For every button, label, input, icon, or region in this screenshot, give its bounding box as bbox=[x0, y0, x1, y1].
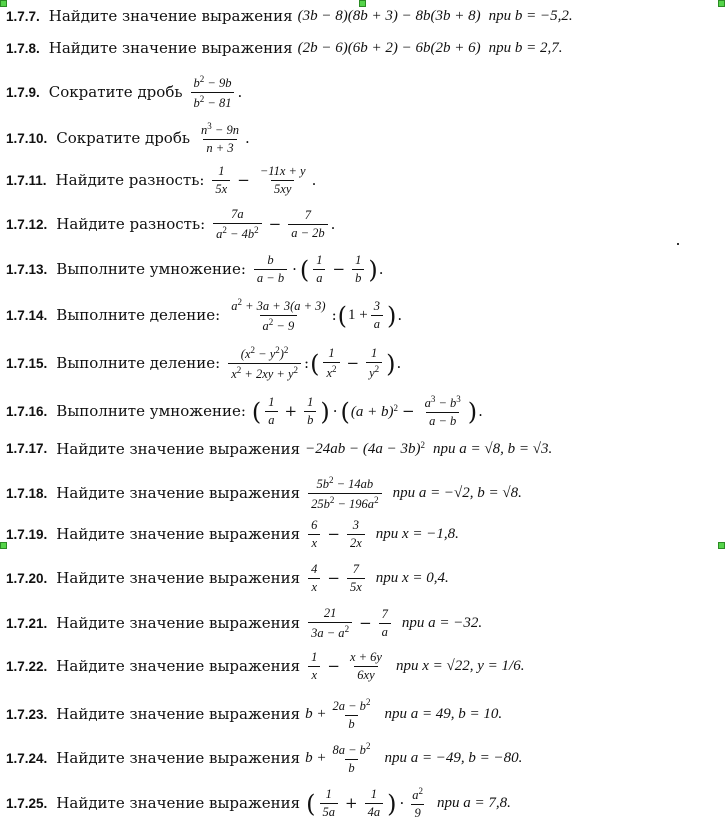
problem-text: Найдите значение выражения bbox=[56, 794, 301, 812]
math-fraction: $\frac{1}{x}$ bbox=[308, 650, 320, 683]
problem-number: 1.7.25. bbox=[6, 795, 48, 811]
problem-text: Найдите значение выражения bbox=[48, 7, 293, 25]
problem-condition: при x = 0,4. bbox=[375, 570, 449, 586]
math-fraction: $\frac{n^3 - 9n}{n + 3}$ bbox=[201, 121, 239, 155]
problem-1-7-16: 1.7.16. Выполните умножение: ( $\frac{1}{a}$ + $\frac{1}{b}$ ) · ( $(a + b)^2$ − $\frac{a^3 - b^3}{a - b}$ ) . bbox=[6, 394, 483, 428]
problem-1-7-24: 1.7.24. Найдите значение выражения b + $\frac{8a - b^2}{b}$ при a = −49, b = −80. bbox=[6, 741, 523, 775]
problem-text: Найдите значение выражения bbox=[48, 39, 293, 57]
problem-number: 1.7.13. bbox=[6, 261, 48, 277]
problem-text: Сократите дробь bbox=[56, 129, 191, 147]
math-fraction: $\frac{7}{5x}$ bbox=[347, 562, 365, 595]
selection-handle-middle-right[interactable] bbox=[718, 542, 725, 549]
math-fraction: $\frac{3}{2x}$ bbox=[347, 518, 365, 551]
math-fraction: $\frac{a^2 + 3a + 3(a + 3)}{a^2 - 9}$ bbox=[231, 297, 326, 333]
problem-text: Найдите значение выражения bbox=[56, 569, 301, 587]
problem-condition: при b = −5,2. bbox=[488, 8, 573, 24]
problem-number: 1.7.20. bbox=[6, 570, 48, 586]
math-fraction: $\frac{7a}{a^2 - 4b^2}$ bbox=[213, 207, 261, 242]
problem-number: 1.7.17. bbox=[6, 441, 48, 457]
problem-condition: при a = 49, b = 10. bbox=[384, 706, 503, 722]
problem-1-7-7 bbox=[6, 9, 715, 24]
problem-number: 1.7.21. bbox=[6, 615, 48, 631]
math-fraction: $\frac{6}{x}$ bbox=[308, 518, 320, 551]
problem-number: 1.7.9. bbox=[6, 84, 40, 100]
problem-1-7-12: 1.7.12. Найдите разность: $\frac{7a}{a^2 - 4b^2}$ − $\frac{7}{a - 2b}$ . bbox=[6, 207, 336, 241]
math-fraction: $\frac{1}{b}$ bbox=[352, 253, 364, 286]
problem-number: 1.7.22. bbox=[6, 658, 48, 674]
math-fraction: $\frac{1}{b}$ bbox=[304, 395, 316, 428]
problem-1-7-17 bbox=[6, 441, 715, 457]
math-fraction: $\frac{1}{5a}$ bbox=[320, 787, 339, 820]
problem-condition: при a = −√2, b = √8. bbox=[392, 485, 522, 501]
problem-number: 1.7.19. bbox=[6, 526, 48, 542]
problem-number: 1.7.7. bbox=[6, 8, 40, 24]
problem-text: Выполните умножение: bbox=[56, 260, 246, 278]
math-fraction: $\frac{7}{a}$ bbox=[379, 607, 391, 640]
selection-handle-top-center[interactable] bbox=[359, 0, 366, 7]
math-fraction: $\frac{2a - b^2}{b}$ bbox=[332, 697, 371, 731]
problem-text: Найдите разность: bbox=[55, 171, 205, 189]
problem-number: 1.7.15. bbox=[6, 355, 48, 371]
problem-condition: при a = √8, b = √3. bbox=[432, 440, 553, 457]
math-fraction: $\frac{b^2 - 9b}{b^2 - 81}$ bbox=[191, 74, 235, 111]
problem-text: Найдите значение выражения bbox=[56, 614, 301, 632]
problem-text: Найдите значение выражения bbox=[56, 749, 301, 767]
math-expression: (3b − 8)(8b + 3) − 8b(3b + 8) bbox=[297, 8, 481, 24]
problem-number: 1.7.18. bbox=[6, 485, 48, 501]
problem-1-7-15: 1.7.15. Выполните деление: $\frac{(x^2 - y^2)^2}{x^2 + 2xy + y^2}$ : ( $\frac{1}{x^2}$ − $\frac{1}{y^2}$ ) . bbox=[6, 345, 402, 381]
problem-1-7-25: 1.7.25. Найдите значение выражения ( $\frac{1}{5a}$ + $\frac{1}{4a}$ ) · $\frac{a^2}{9}$ при a = 7,8. bbox=[6, 786, 511, 820]
problem-1-7-11: 1.7.11. Найдите разность: $\frac{1}{5x}$ − $\frac{-11x + y}{5xy}$ . bbox=[6, 164, 317, 196]
problem-1-7-9: 1.7.9. Сократите дробь $\frac{b^2 - 9b}{b^2 - 81}$ . bbox=[6, 74, 243, 110]
problem-condition: при a = −49, b = −80. bbox=[384, 750, 523, 766]
math-fraction: $\frac{8a - b^2}{b}$ bbox=[332, 741, 371, 775]
problem-1-7-20: 1.7.20. Найдите значение выражения $\frac{4}{x}$ − $\frac{7}{5x}$ при x = 0,4. bbox=[6, 562, 449, 594]
problem-condition: при x = −1,8. bbox=[375, 526, 459, 542]
math-fraction: $\frac{1}{5x}$ bbox=[212, 164, 230, 197]
math-fraction: $\frac{x + 6y}{6xy}$ bbox=[349, 650, 382, 682]
problem-text: Найдите значение выражения bbox=[56, 657, 301, 675]
problem-1-7-14: 1.7.14. Выполните деление: $\frac{a^2 + 3a + 3(a + 3)}{a^2 - 9}$ : ( 1 + $\frac{3}{a}$ ) . bbox=[6, 297, 403, 333]
problem-text: Найдите значение выражения bbox=[56, 705, 301, 723]
problem-number: 1.7.23. bbox=[6, 706, 48, 722]
scan-speck bbox=[677, 243, 679, 245]
problem-1-7-8 bbox=[6, 41, 715, 56]
selection-handle-top-right[interactable] bbox=[718, 0, 725, 7]
math-fraction: $\frac{a^2}{9}$ bbox=[412, 786, 423, 820]
problem-1-7-22: 1.7.22. Найдите значение выражения $\frac{1}{x}$ − $\frac{x + 6y}{6xy}$ при x = √22, y = 1/6. bbox=[6, 650, 525, 682]
problem-text: Выполните умножение: bbox=[56, 402, 246, 420]
math-fraction: $\frac{3}{a}$ bbox=[371, 299, 383, 332]
selection-handle-top-left[interactable] bbox=[0, 0, 7, 7]
math-fraction: $\frac{7}{a - 2b}$ bbox=[288, 208, 327, 241]
math-fraction: $\frac{a^3 - b^3}{a - b}$ bbox=[424, 394, 461, 428]
math-fraction: $\frac{(x^2 - y^2)^2}{x^2 + 2xy + y^2}$ bbox=[228, 345, 301, 382]
problem-number: 1.7.12. bbox=[6, 216, 48, 232]
problem-condition: при x = √22, y = 1/6. bbox=[395, 658, 525, 674]
math-fraction: $\frac{4}{x}$ bbox=[308, 562, 320, 595]
problem-1-7-21: 1.7.21. Найдите значение выражения $\frac{21}{3a - a^2}$ − $\frac{7}{a}$ при a = −32. bbox=[6, 606, 483, 640]
problem-condition: при b = 2,7. bbox=[488, 40, 563, 56]
problem-text: Сократите дробь bbox=[48, 83, 183, 101]
math-expression: $-24ab - (4a - 3b)^2$ bbox=[305, 440, 425, 457]
math-fraction: $\frac{21}{3a - a^2}$ bbox=[308, 606, 352, 641]
math-fraction: $\frac{1}{y^2}$ bbox=[366, 346, 382, 381]
problem-text: Выполните деление: bbox=[56, 354, 221, 372]
math-fraction: $\frac{1}{x^2}$ bbox=[323, 346, 339, 381]
problem-1-7-13: 1.7.13. Выполните умножение: $\frac{b}{a - b}$ · ( $\frac{1}{a}$ − $\frac{1}{b}$ ) . bbox=[6, 253, 384, 285]
problem-text: Найдите значение выражения bbox=[56, 525, 301, 543]
problem-number: 1.7.16. bbox=[6, 403, 48, 419]
problem-condition: при a = 7,8. bbox=[436, 795, 511, 811]
math-fraction: $\frac{1}{a}$ bbox=[265, 395, 277, 428]
problem-number: 1.7.10. bbox=[6, 130, 48, 146]
math-expression: (2b − 6)(6b + 2) − 6b(2b + 6) bbox=[297, 40, 481, 56]
problem-number: 1.7.11. bbox=[6, 172, 47, 188]
problem-number: 1.7.24. bbox=[6, 750, 48, 766]
problem-1-7-18 bbox=[6, 475, 715, 512]
math-fraction: $\frac{5b^2 - 14ab}{25b^2 - 196a^2}$ bbox=[308, 475, 381, 512]
problem-text: Найдите разность: bbox=[56, 215, 206, 233]
problem-1-7-23: 1.7.23. Найдите значение выражения b + $\frac{2a - b^2}{b}$ при a = 49, b = 10. bbox=[6, 697, 503, 731]
problem-1-7-19: 1.7.19. Найдите значение выражения $\frac{6}{x}$ − $\frac{3}{2x}$ при x = −1,8. bbox=[6, 518, 459, 550]
problem-number: 1.7.14. bbox=[6, 307, 48, 323]
math-fraction: $\frac{1}{a}$ bbox=[313, 253, 325, 286]
problem-condition: при a = −32. bbox=[401, 615, 483, 631]
problem-text: Выполните деление: bbox=[56, 306, 221, 324]
math-fraction: $\frac{b}{a - b}$ bbox=[254, 253, 287, 286]
math-fraction: $\frac{-11x + y}{5xy}$ bbox=[259, 164, 306, 196]
math-fraction: $\frac{1}{4a}$ bbox=[365, 787, 384, 820]
problem-1-7-10: 1.7.10. Сократите дробь $\frac{n^3 - 9n}{n + 3}$ . bbox=[6, 121, 250, 155]
problem-text: Найдите значение выражения bbox=[56, 439, 301, 458]
problem-number: 1.7.8. bbox=[6, 40, 40, 56]
problem-text: Найдите значение выражения bbox=[56, 484, 301, 502]
